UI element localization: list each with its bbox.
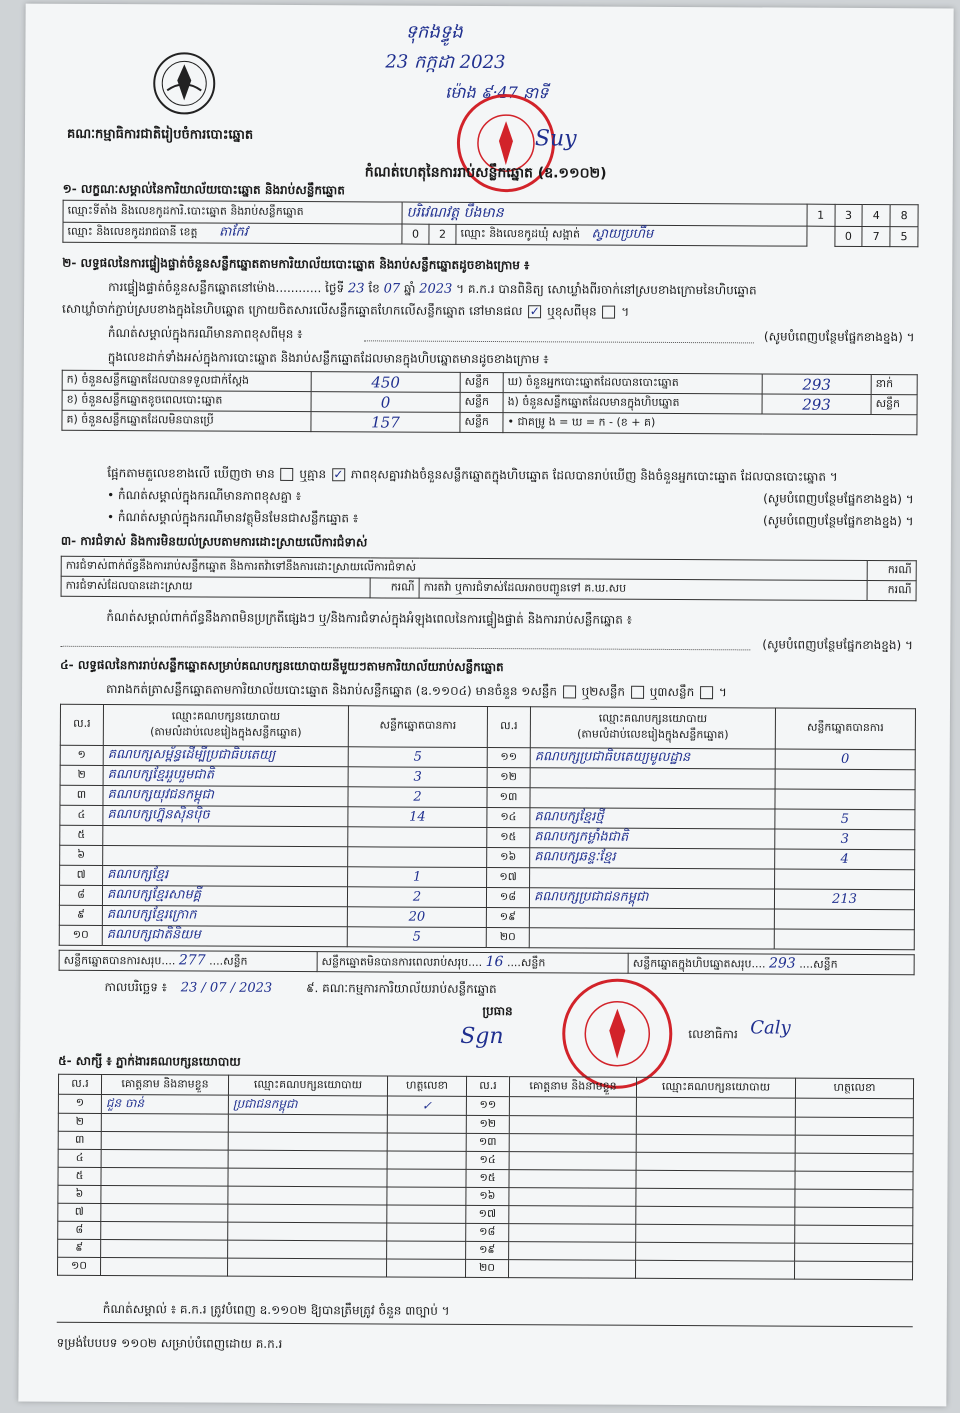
party-no: ១៣	[487, 788, 530, 808]
witness-name	[509, 1242, 636, 1261]
witness-no: ១៦	[466, 1187, 509, 1205]
witness-signature	[795, 1098, 913, 1118]
footer-note: កំណត់សម្គាល់ ៖ គ.ក.រ ត្រូវបំពេញ ឧ.១១០២ ឱ្យបានត្រឹមត្រូវ ចំនួន ៣ច្បាប់ ។	[102, 1302, 450, 1318]
witness-signature	[387, 1187, 466, 1205]
discrepancy-line: ផ្អែកតាមតួលេខខាងលើ ឃើញថា មាន ឬគ្មាន ✓ ភាពខុសគ្នារវាងចំនួនសន្លឹកឆ្នោតក្នុងហិបឆ្នោត ដែលបានរាប់ឃើញ និងចំនួនអ្នកបោះឆ្នោត ដែលបានបោះឆ្នោត ។	[107, 466, 838, 484]
witness-party	[228, 1240, 387, 1259]
witness-signature	[387, 1151, 466, 1169]
witness-party	[636, 1188, 795, 1207]
party-name	[529, 908, 774, 929]
witness-party	[636, 1260, 795, 1279]
party-name: គណបក្សហ្វ៊ុនស៊ិនប៉ិច	[103, 805, 348, 826]
witness-name	[509, 1097, 636, 1117]
party-name: គណបក្សជាតិនិយម	[102, 925, 347, 946]
witness-signature	[795, 1189, 913, 1208]
witness-signature	[387, 1259, 466, 1277]
unchanged-checkbox[interactable]: ✓	[529, 304, 540, 319]
chair-label: ប្រធាន	[482, 1003, 513, 1019]
witness-signature	[387, 1133, 466, 1151]
witness-name	[509, 1152, 636, 1171]
witness-signature	[387, 1169, 466, 1187]
party-name	[530, 788, 775, 809]
received-note-2: 23 កក្កដា 2023	[385, 51, 506, 74]
total-in-box: សន្លឹកឆ្នោតក្នុងហិបឆ្នោតសរុប.... 293 ....សន្លឹក	[628, 953, 914, 974]
witness-party	[228, 1222, 387, 1241]
party-no: ១៤	[487, 808, 530, 828]
witness-party	[636, 1134, 795, 1153]
party-no: ១៩	[486, 908, 529, 928]
fill-note-1: (សូមបំពេញបន្ថែមផ្នែកខាងខ្នង) ។	[763, 329, 915, 345]
complaints-row-label: ការជំទាស់ពាក់ព័ន្ធនឹងការរាប់សន្លឹកឆ្នោត និងការតវ៉ាទៅនឹងការដោះស្រាយលើការជំទាស់	[61, 556, 867, 580]
change-note-label: កំណត់សម្គាល់ក្នុងករណីមានភាពខុសពីមុន ៖	[107, 326, 303, 342]
commune-label: ឈ្មោះ និងលេខកូដឃុំ សង្កាត់ ស្វាយប្រហឹម	[456, 224, 807, 246]
witness-no: ២	[58, 1113, 101, 1131]
witness-name	[509, 1188, 636, 1207]
party-votes	[774, 909, 914, 930]
secretary-label: លេខាធិការ	[688, 1027, 738, 1042]
party-votes	[775, 869, 915, 890]
witness-name	[509, 1206, 636, 1225]
witness-party	[636, 1242, 795, 1261]
party-name	[529, 928, 774, 949]
received-value: 450	[311, 372, 460, 393]
witness-no: ៨	[58, 1221, 101, 1239]
witness-signature	[795, 1243, 913, 1262]
witness-name	[101, 1239, 228, 1258]
witness-name	[101, 1167, 228, 1186]
location-code-4: 8	[890, 205, 918, 227]
province-code-2: 2	[429, 224, 456, 244]
witness-no: ១៤	[466, 1151, 509, 1169]
witness-no: ១១	[466, 1096, 509, 1115]
unused-value: 157	[311, 412, 460, 433]
party-name: គណបក្សខ្មែរ	[103, 865, 348, 886]
witness-name	[509, 1116, 636, 1135]
witness-party	[636, 1170, 795, 1189]
witness-no: ៦	[58, 1185, 101, 1203]
witness-no: ៤	[58, 1149, 101, 1167]
date-line: កាលបរិច្ឆេទ ៖ 23 / 07 / 2023 ៩. គណៈកម្មការការិយាល័យរាប់សន្លឹកឆ្នោត	[104, 980, 497, 997]
committee-name: គណៈកម្មាធិការជាតិរៀបចំការបោះឆ្នោត	[66, 126, 254, 143]
witness-party	[228, 1258, 387, 1277]
discrepancy-yes-checkbox[interactable]	[281, 468, 294, 481]
witness-row	[58, 1257, 913, 1279]
witness-table: ល.រ គោត្តនាម និងនាមខ្លួន ឈ្មោះគណបក្សនយោបាយ ហត្ថលេខា ល.រ គោត្តនាម និងនាមខ្លួន ឈ្មោះគណបក្សនយោបាយ ហត្ថលេខា ១ ជួន ចាន់ ប្រជាជនកម្ពុជា ✓ ១១ ២ ១២ ៣ ១៣ ៤ ១៤ ៥ ១៥ ៦ ១៦ ៧ ១៧ ៨ ១៨ ៩ ១៩ ១០ ២០	[57, 1074, 914, 1280]
witness-party: ប្រជាជនកម្ពុជា	[228, 1095, 387, 1115]
witness-name	[101, 1257, 228, 1276]
witness-name	[101, 1113, 228, 1132]
witness-no: ១៨	[466, 1223, 509, 1241]
party-name: គណបក្សខ្មែរក្រោក	[102, 905, 347, 926]
party-votes: 14	[348, 807, 487, 828]
witness-no: ៩	[58, 1239, 101, 1257]
section4-title: ៤- លទ្ធផលនៃការរាប់សន្លឹកឆ្នោតសម្រាប់គណបក្សនយោបាយនីមួយៗតាមការិយាល័យរាប់សន្លឹកឆ្នោត	[60, 657, 504, 675]
party-no: ៧	[60, 865, 103, 885]
totals-table	[59, 950, 915, 975]
spoiled-label: ខ) ចំនួនសន្លឹកឆ្នោតខូចពេលបោះឆ្នោត	[62, 390, 311, 411]
party-name: គណបក្សខ្មែរសាមគ្គី	[102, 885, 347, 906]
party-name: គណបក្សឆន្ទៈខ្មែរ	[530, 848, 775, 869]
party-no: ១០	[59, 925, 102, 945]
signature-top: Suy	[534, 126, 577, 152]
form-reference: ទម្រង់បែបបទ ១១០២ សម្រាប់បំពេញដោយ គ.ក.រ	[56, 1335, 283, 1351]
witness-signature	[795, 1207, 913, 1226]
party-votes	[775, 769, 915, 790]
witness-party	[228, 1204, 387, 1223]
party-no: ៣	[60, 785, 103, 805]
tally-sheet-line: តារាងកត់ត្រាសន្លឹកឆ្នោតតាមការិយាល័យបោះឆ្នោត និងរាប់សន្លឹកឆ្នោត (ឧ.១១០៤) មានចំនួន ១សន្លឹក ឬ២សន្លឹក ឬ៣សន្លឹក ។	[106, 682, 727, 700]
witness-no: ១២	[466, 1115, 509, 1133]
party-name	[530, 868, 775, 889]
witness-name	[101, 1203, 228, 1222]
complaints-table: ការជំទាស់ពាក់ព័ន្ធនឹងការរាប់សន្លឹកឆ្នោត និងការតវ៉ាទៅនឹងការដោះស្រាយលើការជំទាស់ ករណី ការជំទាស់ដែលបានដោះស្រាយ ករណី ការតវ៉ា ឬការជំទាស់ដែលអាចបញ្ជូនទៅ គ.ឃ.សប ករណី	[61, 556, 917, 601]
party-name: គណបក្សខ្មែរថ្មី	[530, 808, 775, 829]
witness-party	[228, 1186, 387, 1205]
party-name: គណបក្សសម្ព័ន្ធដើម្បីប្រជាធិបតេយ្យ	[103, 745, 348, 766]
party-name: គណបក្សប្រជាជនកម្ពុជា	[529, 888, 774, 909]
two-sheet-checkbox[interactable]	[631, 686, 644, 699]
foreign-object-note-label: • កំណត់សម្គាល់ក្នុងករណីមានវត្ថុមិនមែនជាសន្លឹកឆ្នោត ៖	[106, 510, 359, 526]
spoiled-value: 0	[311, 392, 460, 413]
received-label: ក) ចំនួនសន្លឹកឆ្នោតដែលបានទទួលជាក់ស្តែង	[62, 370, 311, 391]
party-votes: 20	[347, 907, 486, 928]
witness-name	[509, 1224, 636, 1243]
change-note-line	[364, 340, 754, 343]
witness-name: ជួន ចាន់	[101, 1094, 228, 1114]
witness-party	[636, 1152, 795, 1171]
fill-note-2: (សូមបំពេញបន្ថែមផ្នែកខាងខ្នង) ។	[763, 491, 914, 507]
party-votes: 2	[347, 887, 486, 908]
form-title: កំណត់ហេតុនៃការរាប់សន្លឹកឆ្នោត (ឧ.១១០២)	[364, 164, 607, 182]
witness-name	[509, 1260, 636, 1279]
party-no: ២	[60, 765, 103, 785]
verify-year: 2023	[419, 281, 453, 297]
party-no: ៩	[59, 905, 102, 925]
party-name: គណបក្សប្រជាធិបតេយ្យមូលដ្ឋាន	[530, 748, 775, 769]
party-votes: 5	[347, 927, 486, 948]
witness-party	[636, 1206, 795, 1225]
discrepancy-no-checkbox[interactable]: ✓	[333, 467, 344, 482]
fill-note-4: (សូមបំពេញបន្ថែមផ្នែកខាងខ្នង) ។	[762, 637, 913, 653]
witness-signature	[387, 1205, 466, 1223]
secretary-signature: Caly	[750, 1017, 791, 1039]
lock-line: សោឃ្លាំចាក់ភ្ជាប់ស្របខាងក្នុងនៃហិបឆ្នោត ក្រោយចិតសារលើសន្លឹកឆ្នោតហែកលើសន្លឹកឆ្នោត នៅមានផល ✓ ឬខុសពីមុន ។	[62, 301, 630, 319]
witness-name	[101, 1149, 228, 1168]
commune-code-3: 5	[890, 227, 918, 247]
witness-no: ២០	[466, 1259, 509, 1277]
one-sheet-checkbox[interactable]	[563, 685, 576, 698]
party-votes	[348, 827, 487, 848]
party-votes: 0	[775, 749, 915, 770]
section2-title: ២- លទ្ធផលនៃការផ្ទៀងផ្ទាត់ចំនួនសន្លឹកឆ្នោតតាមការិយាល័យបោះឆ្នោត និងរាប់សន្លឹកឆ្នោតដូចខាងក្រោម ៖	[62, 255, 530, 273]
party-no: ៦	[60, 845, 103, 865]
voters-value: 293	[762, 374, 871, 395]
location-name-value: បរិវេណវត្ត បឹងមាន	[402, 202, 807, 226]
witness-no: ៣	[58, 1131, 101, 1149]
location-code-2: 3	[835, 204, 863, 226]
party-no: ១៨	[486, 888, 529, 908]
witness-no: ១៧	[466, 1205, 509, 1223]
official-stamp-bottom	[562, 978, 673, 1089]
witness-signature	[795, 1171, 913, 1190]
section5-title: ៥- សាក្សី ៖ ភ្នាក់ងារគណបក្សនយោបាយ	[58, 1053, 241, 1069]
three-sheet-checkbox[interactable]	[700, 686, 713, 699]
forwarded-complaints-label: ការតវ៉ា ឬការជំទាស់ដែលអាចបញ្ជូនទៅ គ.ឃ.សប	[419, 578, 867, 600]
total-invalid: សន្លឹកឆ្នោតមិនបានការពេលរាប់សរុប.... 16 ....សន្លឹក	[317, 952, 628, 974]
party-name: គណបក្សយុវជនកម្ពុជា	[103, 785, 348, 806]
witness-no: ១០	[58, 1257, 101, 1275]
location-table	[62, 200, 918, 247]
party-results-table: ល.រ ឈ្មោះគណបក្សនយោបាយ (តាមលំដាប់លេខរៀងក្នុងសន្លឹកឆ្នោត) សន្លឹកឆ្នោតបានការ ល.រ ឈ្មោះគណបក្សនយោបាយ (តាមលំដាប់លេខរៀងក្នុងសន្លឹកឆ្នោត) សន្លឹកឆ្នោតបានការ ១ គណបក្សសម្ព័ន្ធដើម្បីប្រជាធិបតេយ្យ 5 ១១ គណបក្សប្រជាធិបតេយ្យមូលដ្ឋាន 0 ២ គណបក្សខ្មែររួបរួមជាតិ 3 ១២ ៣ គណបក្សយុវជនកម្ពុជា 2 ១៣ ៤ គណបក្សហ្វ៊ុនស៊ិនប៉ិច 14 ១៤ គណបក្សខ្មែរថ្មី 5 ៥ ១៥ គណបក្សកម្លាំងជាតិ 3 ៦ ១៦ គណបក្សឆន្ទៈខ្មែរ 4 ៧ គណបក្សខ្មែរ 1 ១៧ ៨ គណបក្សខ្មែរសាមគ្គី 2 ១៨ គណបក្សប្រជាជនកម្ពុជា 213 ៩ គណបក្សខ្មែរក្រោក 20 ១៩ ១០ គណបក្សជាតិនិយម 5 ២០	[59, 704, 916, 950]
party-no: ១	[60, 745, 103, 765]
witness-signature	[387, 1241, 466, 1259]
party-votes: 1	[348, 867, 487, 888]
party-votes: 4	[775, 849, 915, 870]
witness-name	[101, 1221, 228, 1240]
date-value: 23 / 07 / 2023	[180, 980, 273, 996]
witness-name	[509, 1134, 636, 1153]
witness-name	[509, 1170, 636, 1189]
unused-label: គ) ចំនួនសន្លឹកឆ្នោតដែលមិនបានប្រើ	[62, 410, 311, 431]
resolved-complaints-label: ការជំទាស់ដែលបានដោះស្រាយ	[61, 576, 370, 598]
witness-no: ៥	[58, 1167, 101, 1185]
witness-name	[101, 1131, 228, 1150]
total-valid: សន្លឹកឆ្នោតបានការសរុប.... 277 ....សន្លឹក	[59, 950, 317, 971]
party-votes: 3	[348, 767, 487, 788]
received-note-1: ទុកងទ្ធូង	[405, 21, 463, 43]
voters-label: ឃ) ចំនួនអ្នកបោះឆ្នោតដែលបានបោះឆ្នោត	[503, 373, 762, 394]
province-value: តាកែវ	[218, 224, 248, 240]
location-name-label: ឈ្មោះទីតាំង និងលេខកូដការិ.បោះឆ្នោត និងរាប់សន្លឹកឆ្នោត	[63, 200, 402, 224]
party-name	[103, 845, 348, 866]
party-no: ១៦	[487, 848, 530, 868]
form-sheet	[18, 4, 953, 1407]
witness-signature	[387, 1115, 466, 1133]
witness-no: ១៣	[466, 1133, 509, 1151]
commune-code-2: 7	[862, 226, 890, 246]
witness-no: ១	[58, 1094, 101, 1113]
party-no: ១១	[487, 748, 530, 768]
witness-signature: ✓	[387, 1096, 466, 1115]
province-label: ឈ្មោះ និងលេខកូដរាជធានី ខេត្ត តាកែវ	[63, 222, 402, 244]
party-votes: 3	[775, 829, 915, 850]
party-name: គណបក្សកម្លាំងជាតិ	[530, 828, 775, 849]
witness-party	[228, 1168, 387, 1187]
party-no: ២០	[486, 928, 529, 948]
party-name	[103, 825, 348, 846]
in-box-value: 293	[762, 394, 871, 415]
location-code-3: 4	[862, 204, 890, 226]
province-code-1: 0	[402, 224, 429, 244]
commune-code-1: 0	[834, 226, 862, 246]
section1-title: ១- លក្ខណៈសម្គាល់នៃការិយាល័យបោះឆ្នោត និងរាប់សន្លឹកឆ្នោត	[62, 181, 345, 198]
witness-party	[228, 1114, 387, 1133]
ballot-intro: ក្នុងលេខដាក់ទាំងអស់ក្នុងការបោះឆ្នោត និងរាប់សន្លឹកឆ្នោតដែលមានក្នុងហិបឆ្នោតមានដូចខាងក្រោម ៖	[107, 350, 549, 367]
irregularity-note-line	[60, 646, 750, 651]
witness-signature	[387, 1223, 466, 1241]
chair-signature: Sgn	[460, 1023, 504, 1050]
verify-line: ការផ្ទៀងផ្ទាត់ចំនួនសន្លឹកឆ្នោតនៅម៉ោង............ ថ្ងៃទី 23 ខែ 07 ឆ្នាំ 2023 ។ គ.ក.រ បានពិនិត្យ សោឃ្លាំងពីរចាក់នៅស្របខាងក្រោមនៃហិបឆ្នោត	[108, 280, 757, 298]
witness-signature	[795, 1153, 913, 1172]
party-no: ១៥	[487, 828, 530, 848]
verify-month: 07	[383, 281, 401, 297]
party-votes: 5	[348, 747, 487, 768]
verify-day: 23	[347, 281, 365, 297]
party-row	[59, 925, 914, 949]
witness-party	[228, 1132, 387, 1151]
witness-party	[636, 1116, 795, 1135]
party-votes	[774, 929, 914, 950]
party-no: ១៧	[487, 868, 530, 888]
witness-signature	[794, 1261, 912, 1280]
formula-label: • ជាគម្រូ ង = ឃ = ក - (ខ + គ)	[503, 413, 917, 435]
party-no: ៥	[60, 825, 103, 845]
received-note-3: ម៉ោង ៩:47 នាទី	[445, 82, 549, 103]
in-box-label: ង) ចំនួនសន្លឹកឆ្នោតដែលមានក្នុងហិបឆ្នោត	[503, 393, 762, 414]
party-name: គណបក្សខ្មែររួបរួមជាតិ	[103, 765, 348, 786]
witness-party	[228, 1150, 387, 1169]
party-no: ៨	[59, 885, 102, 905]
witness-party	[636, 1224, 795, 1243]
ballot-count-table: ក) ចំនួនសន្លឹកឆ្នោតដែលបានទទួលជាក់ស្តែង 450 សន្លឹក ឃ) ចំនួនអ្នកបោះឆ្នោតដែលបានបោះឆ្នោត 293 នាក់ ខ) ចំនួនសន្លឹកឆ្នោតខូចពេលបោះឆ្នោត 0 សន្លឹក ង) ចំនួនសន្លឹកឆ្នោតដែលមានក្នុងហិបឆ្នោត 293 សន្លឹក គ) ចំនួនសន្លឹកឆ្នោតដែលមិនបានប្រើ 157 សន្លឹក • ជាគម្រូ ង = ឃ = ក - (ខ + គ)	[61, 370, 917, 435]
party-votes	[348, 847, 487, 868]
fill-note-3: (សូមបំពេញបន្ថែមផ្នែកខាងខ្នង) ។	[762, 513, 914, 529]
witness-no: ១៩	[466, 1241, 509, 1259]
party-votes: 5	[775, 809, 915, 830]
witness-signature	[795, 1135, 913, 1154]
witness-signature	[795, 1225, 913, 1244]
party-no: ៤	[60, 805, 103, 825]
party-votes	[775, 789, 915, 810]
discrepancy-note-label: • កំណត់សម្គាល់ក្នុងករណីមានភាពខុសគ្នា ៖	[107, 488, 302, 504]
section3-title: ៣- ការជំទាស់ និងការមិនយល់ស្របតាមការដោះស្រាយលើការជំទាស់	[60, 533, 368, 550]
changed-checkbox[interactable]	[602, 306, 615, 319]
party-name	[530, 768, 775, 789]
witness-name	[101, 1185, 228, 1204]
irregularity-note-label: កំណត់សម្គាល់ពាក់ព័ន្ធនឹងភាពមិនប្រក្រតីផ្សេងៗ ឬ/និងការជំទាស់ក្នុងអំឡុងពេលនៃការផ្ទៀងផ្ទាត់ និងការរាប់សន្លឹកឆ្នោត ៖	[106, 610, 632, 627]
witness-no: ៧	[58, 1203, 101, 1221]
party-no: ១២	[487, 768, 530, 788]
footer-divider	[57, 1322, 913, 1327]
witness-signature	[795, 1117, 913, 1136]
witness-party	[636, 1097, 795, 1117]
location-code-1: 1	[807, 204, 835, 226]
party-votes: 2	[348, 787, 487, 808]
commune-value: ស្វាយប្រហឹម	[591, 226, 654, 242]
committee-emblem-icon	[151, 50, 217, 116]
party-votes: 213	[774, 889, 914, 910]
witness-no: ១៥	[466, 1169, 509, 1187]
